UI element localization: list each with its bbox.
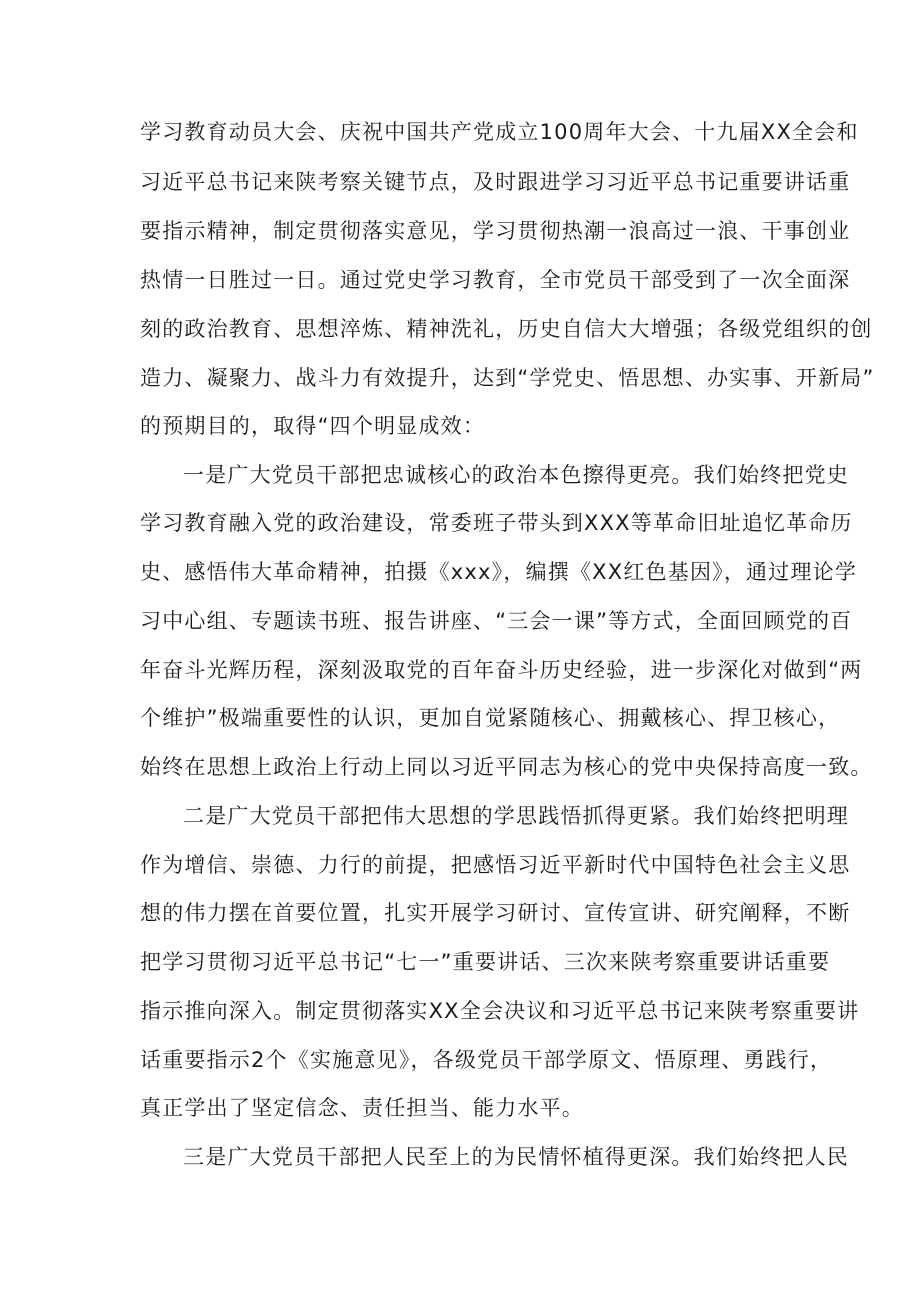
paragraph-4-line-1: 三是广大党员干部把人民至上的为民情怀植得更深。我们始终把人民 [183,1145,849,1169]
paragraph-3-line-6: 话重要指示2个《实施意见》，各级党员干部学原文、悟原理、勇践行， [140,1048,833,1072]
paragraph-1-line-2: 习近平总书记来陕考察关键节点，及时跟进学习习近平总书记重要讲话重 [140,170,851,194]
paragraph-3-line-1: 二是广大党员干部把伟大思想的学思践悟抓得更紧。我们始终把明理 [183,804,849,828]
paragraph-3-line-3: 想的伟力摆在首要位置，扎实开展学习研讨、宣传宣讲、研究阐释，不断 [140,901,851,925]
paragraph-2-line-7: 始终在思想上政治上行动上同以习近平同志为核心的党中央保持高度一致。 [140,755,873,779]
paragraph-1-line-3: 要指示精神，制定贯彻落实意见，学习贯彻热潮一浪高过一浪、干事创业 [140,219,851,243]
paragraph-3-line-5: 指示推向深入。制定贯彻落实XX全会决议和习近平总书记来陕考察重要讲 [140,999,860,1023]
paragraph-1-line-7: 的预期目的，取得“四个明显成效： [140,414,486,438]
paragraph-2-line-6: 个维护”极端重要性的认识，更加自觉紧随核心、拥戴核心、捍卫核心， [140,706,841,730]
paragraph-3-line-4: 把学习贯彻习近平总书记“七一”重要讲话、三次来陕考察重要讲话重要 [140,950,831,974]
paragraph-2-line-3: 史、感悟伟大革命精神，拍摄《xxx》，编撰《XX红色基因》，通过理论学 [140,560,858,584]
paragraph-2-line-1: 一是广大党员干部把忠诚核心的政治本色擦得更亮。我们始终把党史 [183,463,849,487]
paragraph-2-line-5: 年奋斗光辉历程，深刻汲取党的百年奋斗历史经验，进一步深化对做到“两 [140,658,863,682]
paragraph-3-line-2: 作为增信、崇德、力行的前提，把感悟习近平新时代中国特色社会主义思 [140,853,851,877]
paragraph-3-line-7: 真正学出了坚定信念、责任担当、能力水平。 [140,1096,584,1120]
paragraph-2-line-4: 习中心组、专题读书班、报告讲座、“三会一课”等方式，全面回顾党的百 [140,609,853,633]
paragraph-1-line-5: 刻的政治教育、思想淬炼、精神洗礼，历史自信大大增强；各级党组织的创 [140,317,873,341]
paragraph-1-line-1: 学习教育动员大会、庆祝中国共产党成立100周年大会、十九届XX全会和 [140,120,859,144]
paragraph-1-line-4: 热情一日胜过一日。通过党史学习教育，全市党员干部受到了一次全面深 [140,268,851,292]
paragraph-1-line-6: 造力、凝聚力、战斗力有效提升，达到“学党史、悟思想、办实事、开新局” [140,366,875,390]
paragraph-2-line-2: 学习教育融入党的政治建设，常委班子带头到XXX等革命旧址追忆革命历 [140,511,853,535]
